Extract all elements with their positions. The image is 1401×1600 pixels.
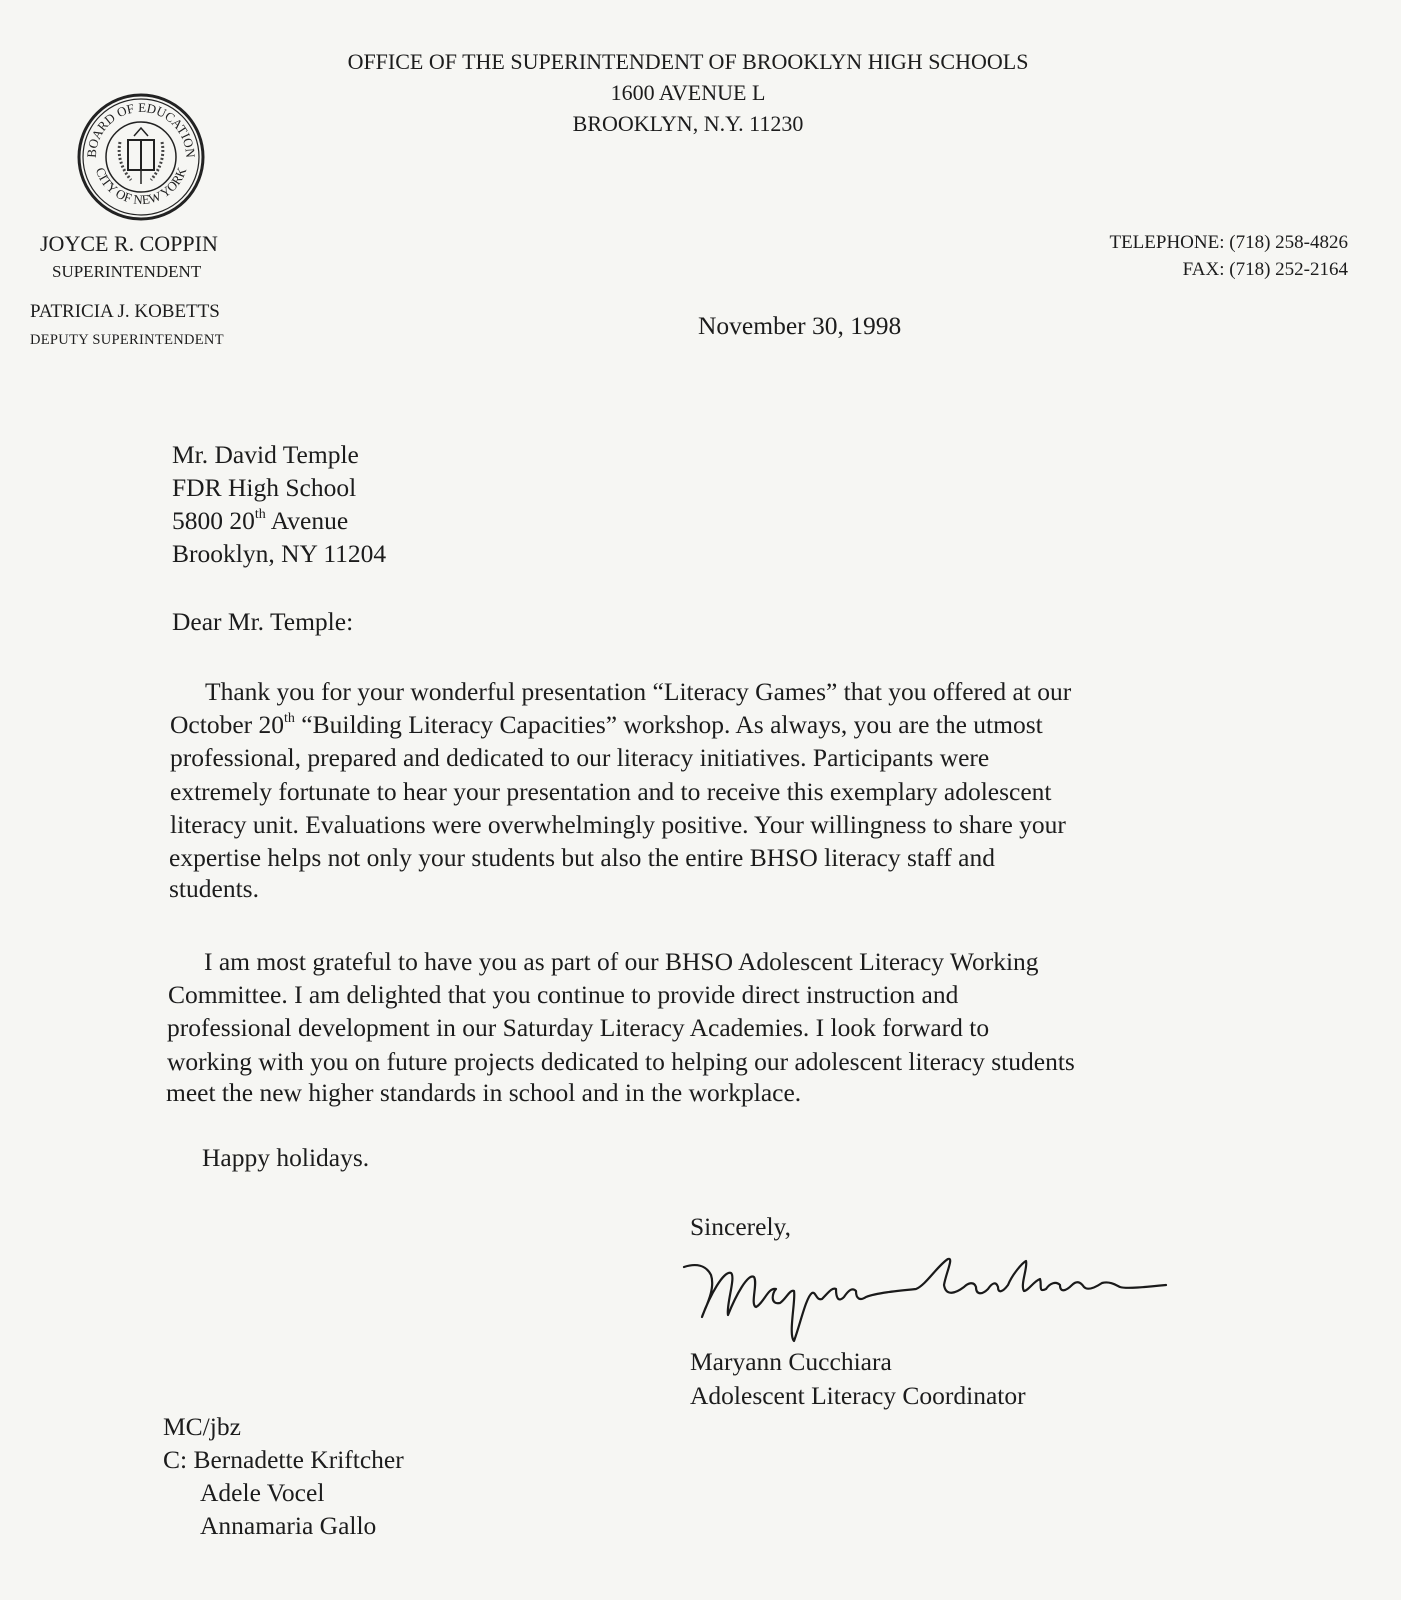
ordinal-suffix: th [284, 711, 295, 726]
recipient-city: Brooklyn, NY 11204 [172, 539, 387, 568]
telephone: TELEPHONE: (718) 258-4826 [1109, 232, 1348, 253]
seal-text-top: BOARD OF EDUCATION [83, 99, 199, 159]
fax: FAX: (718) 252-2164 [1182, 259, 1348, 280]
letterhead-office: OFFICE OF THE SUPERINTENDENT OF BROOKLYN HIGH SCHOOLS [347, 49, 1029, 74]
signer-title: Adolescent Literacy Coordinator [690, 1381, 1026, 1410]
paragraph1-line: extremely fortunate to hear your presentation and to receive this exemplary adolescent [170, 777, 1052, 806]
cc-line: Annamaria Gallo [200, 1511, 377, 1540]
street-name: Avenue [265, 506, 349, 535]
deputy-title: DEPUTY SUPERINTENDENT [30, 332, 224, 348]
recipient-name: Mr. David Temple [172, 440, 359, 469]
paragraph1-line: students. [169, 874, 259, 903]
cc-line: C: Bernadette Kriftcher [163, 1445, 404, 1474]
text-run: October 20 [170, 710, 285, 739]
paragraph2-line: Committee. I am delighted that you continue to provide direct instruction and [168, 980, 959, 1009]
recipient-street [172, 506, 348, 536]
board-of-education-seal [76, 92, 206, 222]
handwritten-signature [676, 1245, 1216, 1345]
seal-text-bottom: CITY OF NEW YORK [92, 165, 190, 208]
signer-name: Maryann Cucchiara [690, 1347, 892, 1376]
paragraph2-line: working with you on future projects dedicated to helping our adolescent literacy students [167, 1047, 1075, 1076]
typist-initials: MC/jbz [163, 1412, 241, 1441]
deputy-name: PATRICIA J. KOBETTS [30, 301, 220, 322]
cc-line: Adele Vocel [200, 1478, 325, 1507]
street-suffix: th [254, 507, 266, 522]
letterhead-city: BROOKLYN, N.Y. 11230 [572, 111, 804, 136]
text-run: “Building Literacy Capacities” workshop. As always, you are the utmost [294, 710, 1043, 739]
recipient-school: FDR High School [172, 473, 357, 502]
paragraph2-line: meet the new higher standards in school and in the workplace. [166, 1078, 802, 1107]
salutation: Dear Mr. Temple: [172, 607, 354, 636]
paragraph1-line: literacy unit. Evaluations were overwhelmingly positive. Your willingness to share your [170, 810, 1066, 839]
paragraph1-line: professional, prepared and dedicated to our literacy initiatives. Participants were [170, 743, 990, 772]
closing: Sincerely, [690, 1212, 792, 1241]
superintendent-title: SUPERINTENDENT [52, 262, 202, 281]
letterhead-street: 1600 AVENUE L [610, 80, 766, 105]
paragraph1-line: expertise helps not only your students but also the entire BHSO literacy staff and [169, 843, 995, 872]
paragraph2-line: I am most grateful to have you as part of our BHSO Adolescent Literacy Working [204, 947, 1039, 976]
paragraph2-line: professional development in our Saturday Literacy Academies. I look forward to [167, 1013, 990, 1042]
superintendent-name: JOYCE R. COPPIN [40, 231, 218, 256]
letter-date: November 30, 1998 [698, 311, 902, 340]
paragraph1-line [170, 710, 1043, 740]
closing-wish: Happy holidays. [202, 1143, 370, 1172]
paragraph1-line: Thank you for your wonderful presentation “Literacy Games” that you offered at our [205, 677, 1072, 706]
street-number: 5800 20 [172, 506, 255, 535]
